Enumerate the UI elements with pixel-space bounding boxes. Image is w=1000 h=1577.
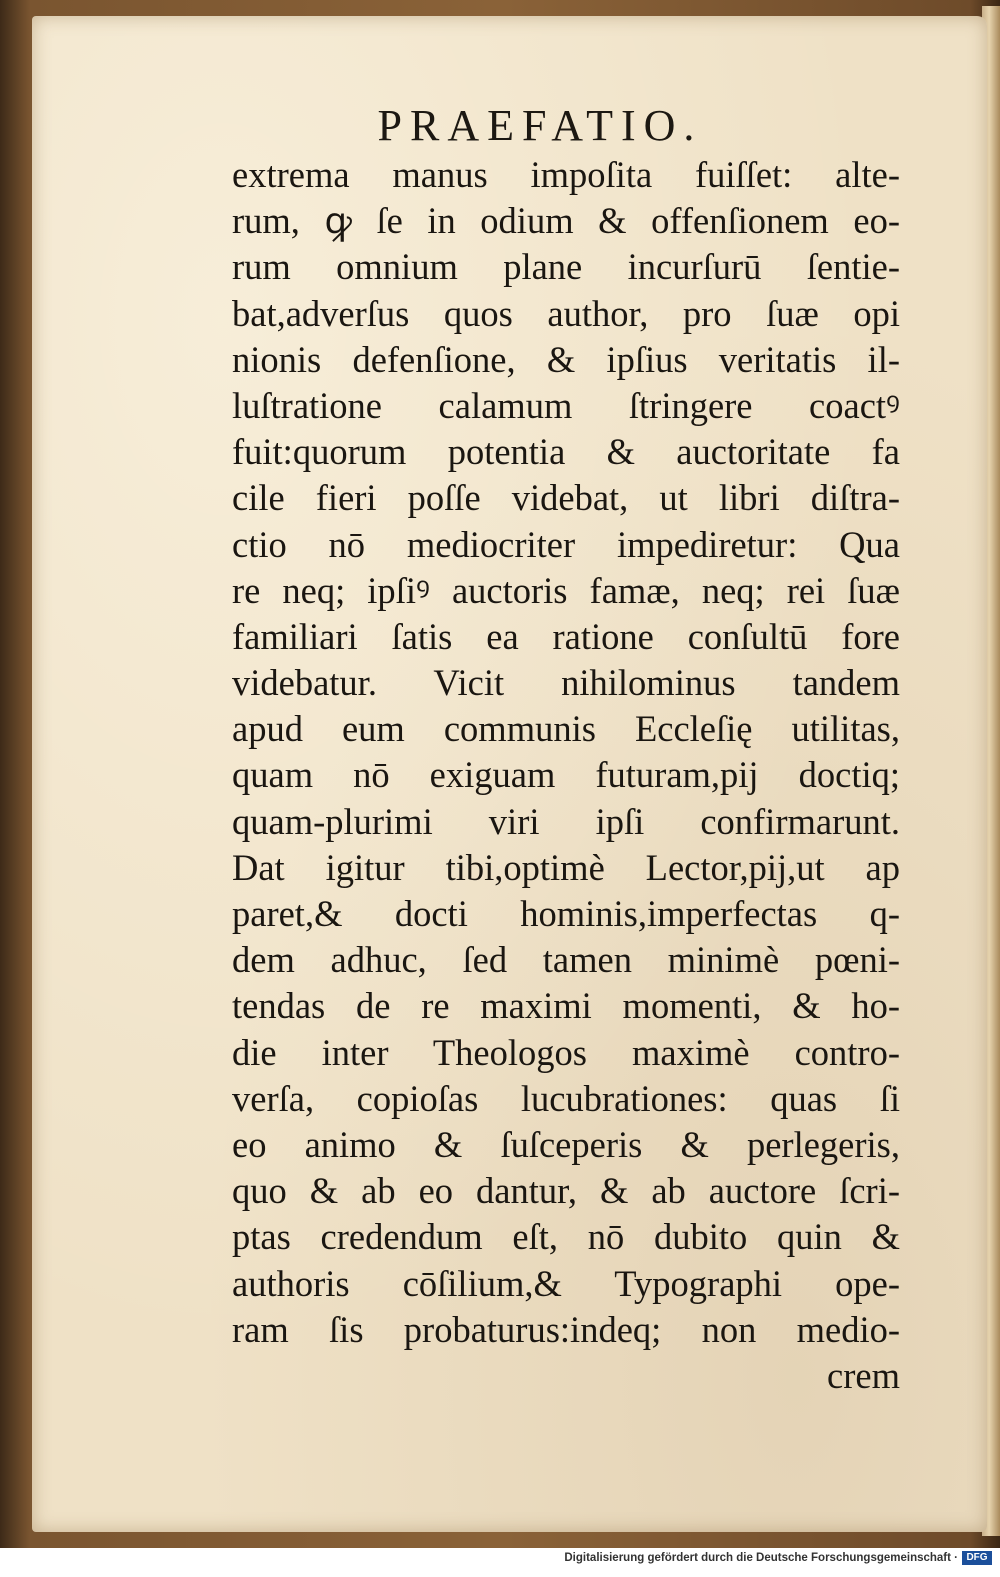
text-line: authoris cōſilium,& Typographi ope- (232, 1262, 900, 1304)
page-heading: PRAEFATIO. (377, 101, 703, 150)
text-line: re neq; ipſiꝰ auctoris famæ, neq; rei ſuæ (232, 569, 900, 611)
text-line: eo animo & ſuſceperis & perlegeris, (232, 1123, 900, 1165)
dfg-logo: DFG (962, 1551, 992, 1565)
text-line: quam-plurimi viri ipſi confirmarunt. (232, 800, 900, 842)
text-line: familiari ſatis ea ratione conſultū fore (232, 615, 900, 657)
text-line: cile fieri poſſe videbat, ut libri diſtra- (232, 477, 900, 519)
catchword: crem (827, 1354, 900, 1396)
text-line: dem adhuc, ſed tamen minimè pœni- (232, 939, 900, 981)
funding-notice: Digitalisierung gefördert durch die Deutsche Forschungsgemeinschaft · (564, 1552, 958, 1564)
text-line: extrema manus impoſita fuiſſet: alte- (232, 154, 900, 195)
text-line: fuit:quorum potentia & auctoritate fa (232, 431, 900, 473)
text-line: quam nō exiguam futuram,pij doctiq; (232, 754, 900, 796)
text-line: luſtratione calamum ſtringere coactꝰ (232, 384, 900, 426)
text-line: nionis defenſione, & ipſius veritatis il- (232, 338, 900, 380)
text-line: tendas de re maximi momenti, & ho- (232, 985, 900, 1027)
text-line: ptas credendum eſt, nō dubito quin & (232, 1216, 900, 1258)
text-line: Dat igitur tibi,optimè Lector,pij,ut ap (232, 846, 900, 888)
text-line: quo & ab eo dantur, & ab auctore ſcri- (232, 1170, 900, 1212)
text-line: ctio nō mediocriter impediretur: Qua (232, 523, 900, 565)
text-line: rum, ꝙ ſe in odium & offenſionem eo- (232, 200, 900, 242)
text-line: apud eum communis Eccleſię utilitas, (232, 708, 900, 750)
text-line: bat,adverſus quos author, pro ſuæ opi (232, 292, 900, 334)
text-line: die inter Theologos maximè contro- (232, 1031, 900, 1073)
text-line: paret,& docti hominis,imperfectas q- (232, 893, 900, 934)
text-line: rum omnium plane incurſurū ſentie- (232, 246, 900, 288)
text-line: videbatur. Vicit nihilominus tandem (232, 662, 900, 704)
body-text (232, 152, 900, 1399)
text-line: verſa, copioſas lucubrationes: quas ſi (232, 1077, 900, 1119)
text-line: ram ſis probaturus:indeq; non medio- (232, 1308, 900, 1350)
